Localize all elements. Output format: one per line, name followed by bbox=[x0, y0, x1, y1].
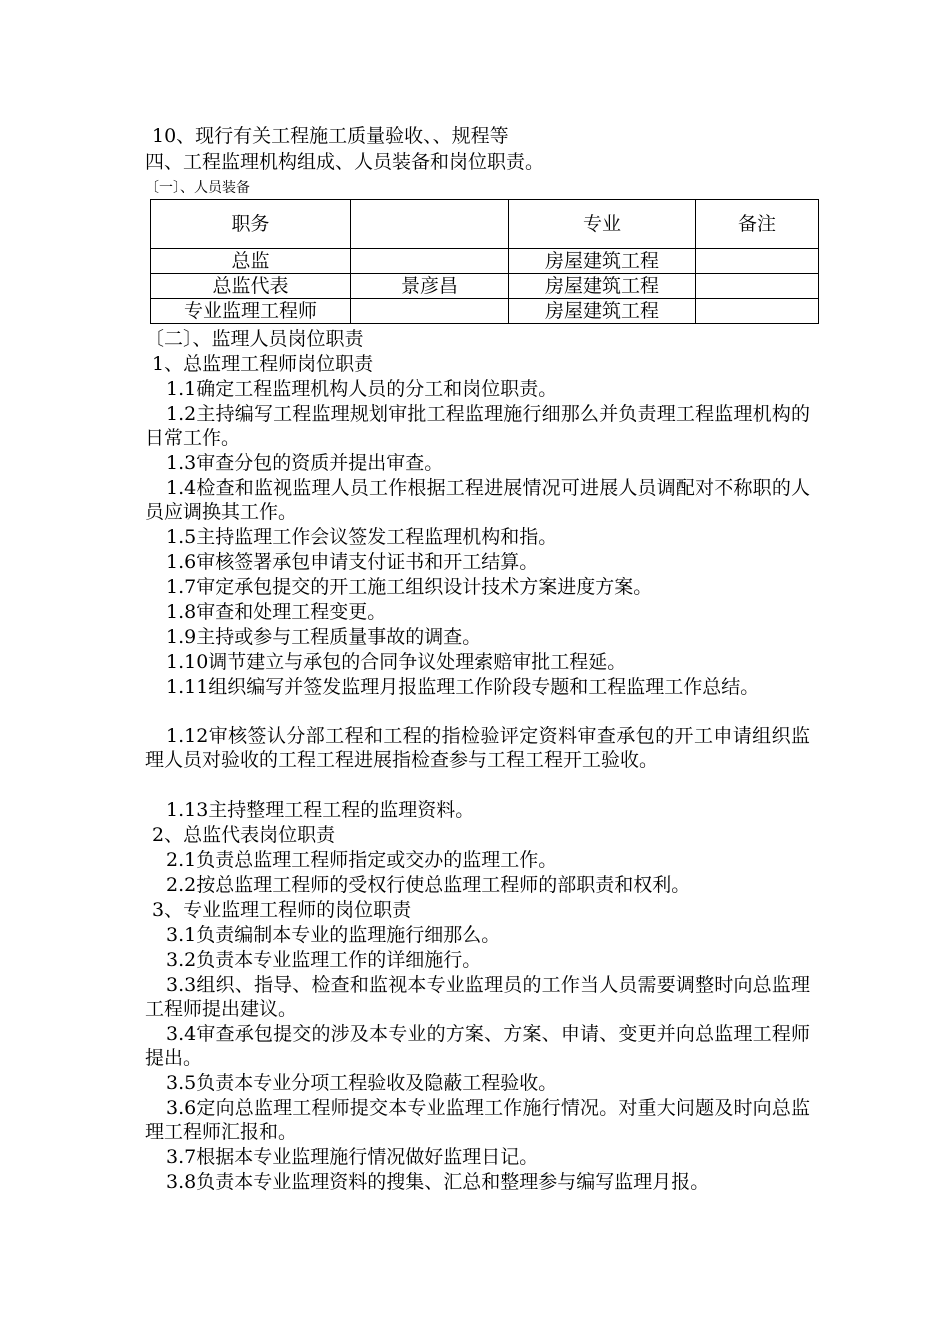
duty-item: 2.2按总监理工程师的受权行使总监理工程师的部职责和权利。 bbox=[166, 874, 691, 896]
cell-name bbox=[351, 249, 509, 274]
chief-duties-heading: 1、总监理工程师岗位职责 bbox=[152, 353, 374, 375]
duty-item: 1.7审定承包提交的开工施工组织设计技术方案进度方案。 bbox=[166, 576, 653, 598]
staffing-table bbox=[150, 199, 819, 324]
cell-name bbox=[351, 299, 509, 324]
table-row bbox=[151, 249, 819, 274]
header-name bbox=[351, 200, 509, 249]
table-header-row bbox=[151, 200, 819, 249]
table-row bbox=[151, 299, 819, 324]
cell-remarks bbox=[696, 299, 819, 324]
cell-remarks bbox=[696, 274, 819, 299]
duty-item: 3.5负责本专业分项工程验收及隐蔽工程验收。 bbox=[166, 1072, 558, 1094]
duty-item: 3.1负责编制本专业的监理施行细那么。 bbox=[166, 924, 501, 946]
table-row bbox=[151, 274, 819, 299]
duties-subheading: 〔二〕、监理人员岗位职责 bbox=[145, 328, 364, 350]
duty-item: 1.10调节建立与承包的合同争议处理索赔审批工程延。 bbox=[166, 651, 627, 673]
duty-item: 1.8审查和处理工程变更。 bbox=[166, 601, 387, 623]
header-specialty: 专业 bbox=[509, 200, 696, 249]
duty-item: 1.4检查和监视监理人员工作根据工程进展情况可进展人员调配对不称职的人员应调换其工作。 bbox=[145, 477, 810, 523]
duty-item: 1.11组织编写并签发监理月报监理工作阶段专题和工程监理工作总结。 bbox=[166, 676, 760, 698]
duty-item: 1.9主持或参与工程质量事故的调查。 bbox=[166, 626, 482, 648]
duty-item: 2.1负责总监理工程师指定或交办的监理工作。 bbox=[166, 849, 558, 871]
staffing-subheading: 〔一〕、人员装备 bbox=[145, 180, 250, 196]
cell-specialty: 房屋建筑工程 bbox=[509, 249, 696, 274]
duty-item: 3.6定向总监理工程师提交本专业监理工作施行情况。对重大问题及时向总监理工程师汇报和。 bbox=[145, 1097, 810, 1143]
duty-item: 1.2主持编写工程监理规划审批工程监理施行细那么并负责理工程监理机构的日常工作。 bbox=[145, 403, 810, 449]
duty-item: 3.7根据本专业监理施行情况做好监理日记。 bbox=[166, 1146, 539, 1168]
duty-item: 1.1确定工程监理机构人员的分工和岗位职责。 bbox=[166, 378, 558, 400]
duty-item: 1.5主持监理工作会议签发工程监理机构和指。 bbox=[166, 526, 558, 548]
header-remarks: 备注 bbox=[696, 200, 819, 249]
standards-line: 10、现行有关工程施工质量验收、、规程等 bbox=[152, 125, 509, 147]
cell-specialty: 房屋建筑工程 bbox=[509, 299, 696, 324]
section-four-heading: 四、工程监理机构组成、人员装备和岗位职责。 bbox=[145, 151, 545, 173]
duty-item: 1.3审查分包的资质并提出审查。 bbox=[166, 452, 444, 474]
header-position: 职务 bbox=[151, 200, 351, 249]
cell-remarks bbox=[696, 249, 819, 274]
specialist-duties-heading: 3、专业监理工程师的岗位职责 bbox=[152, 899, 412, 921]
duty-item: 1.6审核签署承包申请支付证书和开工结算。 bbox=[166, 551, 539, 573]
duty-item: 3.4审查承包提交的涉及本专业的方案、方案、申请、变更并向总监理工程师提出。 bbox=[145, 1023, 810, 1069]
duty-item: 3.3组织、指导、检查和监视本专业监理员的工作当人员需要调整时向总监理工程师提出建议。 bbox=[145, 974, 810, 1020]
cell-position: 总监 bbox=[151, 249, 351, 274]
cell-specialty: 房屋建筑工程 bbox=[509, 274, 696, 299]
duty-item: 3.8负责本专业监理资料的搜集、汇总和整理参与编写监理月报。 bbox=[166, 1171, 710, 1193]
deputy-duties-heading: 2、总监代表岗位职责 bbox=[152, 824, 336, 846]
duty-item: 1.13主持整理工程工程的监理资料。 bbox=[166, 799, 475, 821]
cell-name: 景彦昌 bbox=[351, 274, 509, 299]
cell-position: 总监代表 bbox=[151, 274, 351, 299]
duty-item: 3.2负责本专业监理工作的详细施行。 bbox=[166, 949, 482, 971]
duty-item: 1.12审核签认分部工程和工程的指检验评定资料审查承包的开工申请组织监理人员对验收的工程工程进展指检查参与工程工程开工验收。 bbox=[145, 725, 810, 771]
cell-position: 专业监理工程师 bbox=[151, 299, 351, 324]
